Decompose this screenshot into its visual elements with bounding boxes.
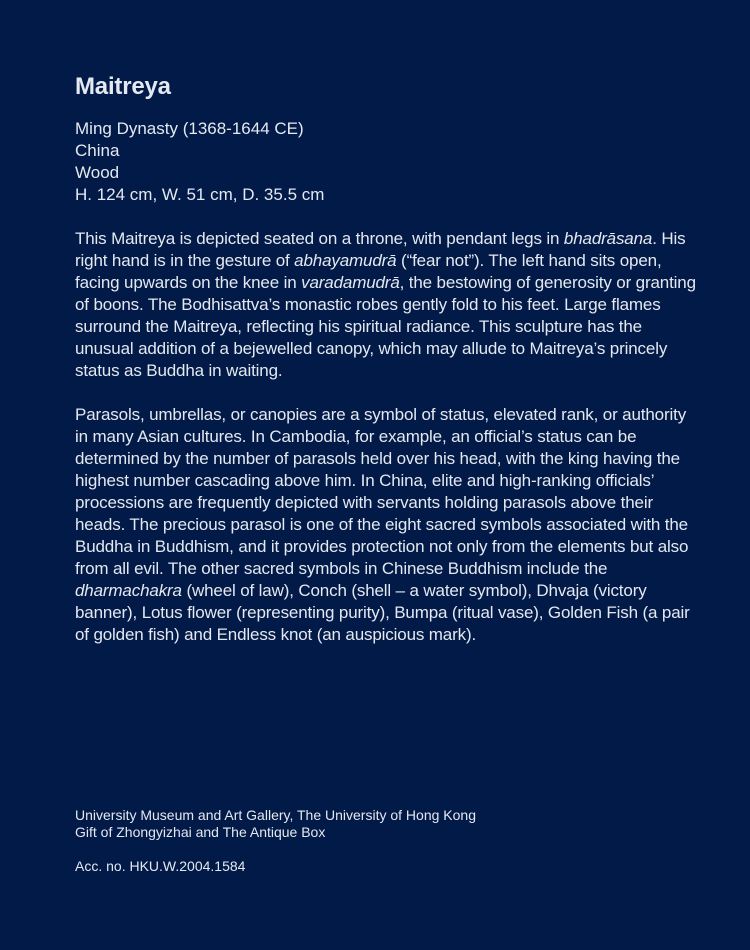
dimensions-text: H. 124 cm, W. 51 cm, D. 35.5 cm bbox=[75, 185, 325, 204]
period-text: Ming Dynasty (1368-1644 CE) bbox=[75, 119, 304, 138]
origin-text: China bbox=[75, 141, 120, 160]
material-text: Wood bbox=[75, 163, 120, 182]
description-text-1: This Maitreya is depicted seated on a throne, with pendant legs in bbox=[75, 229, 564, 248]
description-text-2: . His right hand is in the gesture of bbox=[75, 229, 686, 270]
gift-credit: Gift of Zhongyizhai and The Antique Box bbox=[75, 824, 326, 840]
term-varadamudra: varadamudrā bbox=[301, 273, 400, 292]
parasol-text-1: Parasols, umbrellas, or canopies are a symbol of status, elevated rank, or authority in many Asian cultures. In Cambodia, for example, an official’s status can be determined by the number of parasols held over his head, with the king having the highest number cascading above him. In China, elite and high-ranking officials’ processions are frequently depicted with servants holding parasols above their heads. The precious parasol is one of the eight sacred symbols associated with the Buddha in Buddhism, and it provides protection not only from the elements but also from all evil. The other sacred symbols in Chinese Buddhism include the bbox=[75, 405, 689, 578]
description-text-3: (“fear not”). The left hand sits open, facing upwards on the knee in bbox=[75, 251, 662, 292]
museum-credit: University Museum and Art Gallery, The University of Hong Kong bbox=[75, 807, 476, 823]
object-label bbox=[75, 70, 700, 646]
object-title: Maitreya bbox=[75, 73, 171, 100]
parasol-paragraph bbox=[75, 404, 700, 646]
term-dharmachakra: dharmachakra bbox=[75, 581, 182, 600]
term-abhayamudra: abhayamudrā bbox=[294, 251, 397, 270]
accession-number: Acc. no. HKU.W.2004.1584 bbox=[75, 858, 246, 874]
object-metadata bbox=[75, 118, 700, 206]
credit-footer bbox=[75, 807, 476, 875]
parasol-text-2: (wheel of law), Conch (shell – a water symbol), Dhvaja (victory banner), Lotus flower (representing purity), Bumpa (ritual vase), Golden Fish (a pair of golden fish) and Endless knot (an auspicious mark). bbox=[75, 581, 690, 644]
term-bhadrasana: bhadrāsana bbox=[563, 229, 653, 248]
description-paragraph bbox=[75, 228, 700, 382]
description-text-4: , the bestowing of generosity or granting of boons. The Bodhisattva’s monastic robes gently fold to his feet. Large flames surround the Maitreya, reflecting his spiritual radiance. This sculpture has the unusual addition of a bejewelled canopy, which may allude to Maitreya’s princely status as Buddha in waiting. bbox=[75, 273, 696, 380]
